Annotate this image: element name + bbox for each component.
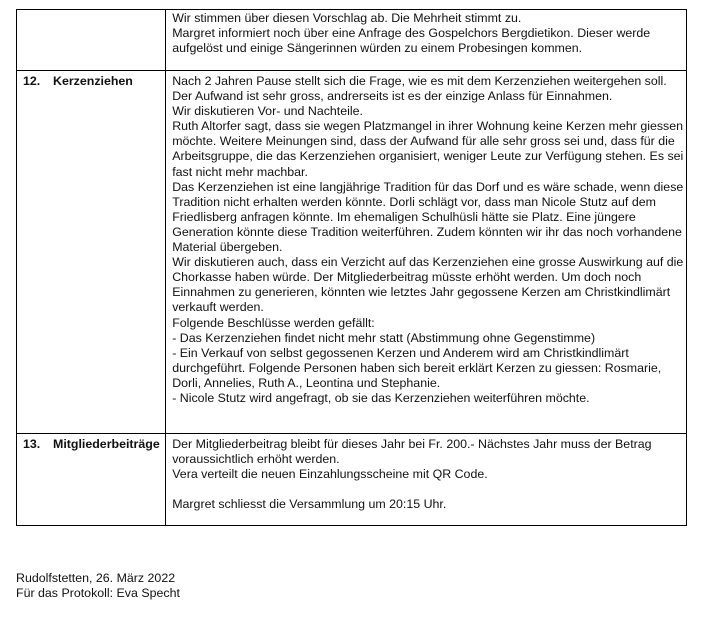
agenda-item-cell: [17, 71, 166, 434]
minutes-table: [16, 9, 687, 526]
agenda-title: Mitgliederbeiträge: [53, 437, 160, 451]
agenda-item-cell: [17, 10, 166, 71]
agenda-title: Kerzenziehen: [53, 74, 133, 88]
agenda-item-cell: [17, 434, 166, 526]
table-row: [17, 434, 687, 526]
paragraph: Folgende Beschlüsse werden gefällt:: [172, 315, 375, 330]
agenda-content-cell: [166, 10, 687, 71]
agenda-content-cell: [166, 71, 687, 434]
signature-block: [16, 571, 180, 601]
decision-item: - Nicole Stutz wird angefragt, ob sie das Kerzenziehen weiterführen möchte.: [172, 390, 590, 405]
paragraph: Margret schliesst die Versammlung um 20:15 Uhr.: [172, 497, 447, 512]
table-row: [17, 10, 687, 71]
table-row: [17, 71, 687, 434]
decision-item: - Ein Verkauf von selbst gegossenen Kerzen und Anderem wird am Christkindlimärt durchgeführt. Folgende Personen haben sich bereit erklärt Kerzen zu giessen: Rosmarie, Dorli, Annelies, Ruth A., Leontina und Stephanie.: [172, 345, 662, 390]
paragraph: Der Mitgliederbeitrag bleibt für dieses Jahr bei Fr. 200.- Nächstes Jahr muss der Betrag voraussichtlich erhöht werden.: [172, 437, 652, 467]
paragraph: Margret informiert noch über eine Anfrage des Gospelchors Bergdietikon. Dieser werde aufgelöst und einige Sängerinnen würden zu einem Probesingen kommen.: [172, 26, 651, 56]
paragraph: Wir stimmen über diesen Vorschlag ab. Die Mehrheit stimmt zu.: [172, 11, 522, 25]
protocol-author: Für das Protokoll: Eva Specht: [16, 586, 180, 600]
agenda-number: 13.: [23, 437, 41, 451]
paragraph: Wir diskutieren auch, dass ein Verzicht auf das Kerzenziehen eine grosse Auswirkung auf die Chorkasse haben würde. Der Mitgliederbeitrag müsste erhöht werden. Um doch noch Einnahmen zu generieren, könnten wie letztes Jahr gegossene Kerzen am Christkindlimärt verkauft werden.: [172, 255, 684, 315]
paragraph: Vera verteilt die neuen Einzahlungsscheine mit QR Code.: [172, 467, 488, 482]
place-date: Rudolfstetten, 26. März 2022: [16, 571, 176, 585]
paragraph: Ruth Altorfer sagt, dass sie wegen Platzmangel in ihrer Wohnung keine Kerzen mehr giessen möchte. Weitere Meinungen sind, dass der Aufwand für alle sehr gross sei und, dass für die Arbeitsgruppe, die das Kerzenziehen organisiert, weniger Leute zur Verfügung stehen. Es sei fast nicht mehr machbar.: [172, 119, 684, 179]
agenda-content-cell: [166, 434, 687, 526]
agenda-number: 12.: [23, 74, 41, 88]
paragraph: Wir diskutieren Vor- und Nachteile.: [172, 104, 363, 119]
paragraph: Das Kerzenziehen ist eine langjährige Tradition für das Dorf und es wäre schade, wenn diese Tradition nicht erhalten werden könnte. Dorli schlägt vor, dass man Nicole Stutz auf dem Friedlisberg anfragen könnte. Im ehemaligen Schulhüsli hätte sie Platz. Eine jüngere Generation könnte diese Tradition weiterführen. Zudem könnten wir ihr das noch vorhandene Material übergeben.: [172, 179, 684, 255]
paragraph: Nach 2 Jahren Pause stellt sich die Frage, wie es mit dem Kerzenziehen weitergehen soll. Der Aufwand ist sehr gross, andrerseits ist es der einzige Anlass für Einnahmen.: [172, 74, 667, 104]
decision-item: - Das Kerzenziehen findet nicht mehr statt (Abstimmung ohne Gegenstimme): [172, 330, 596, 345]
